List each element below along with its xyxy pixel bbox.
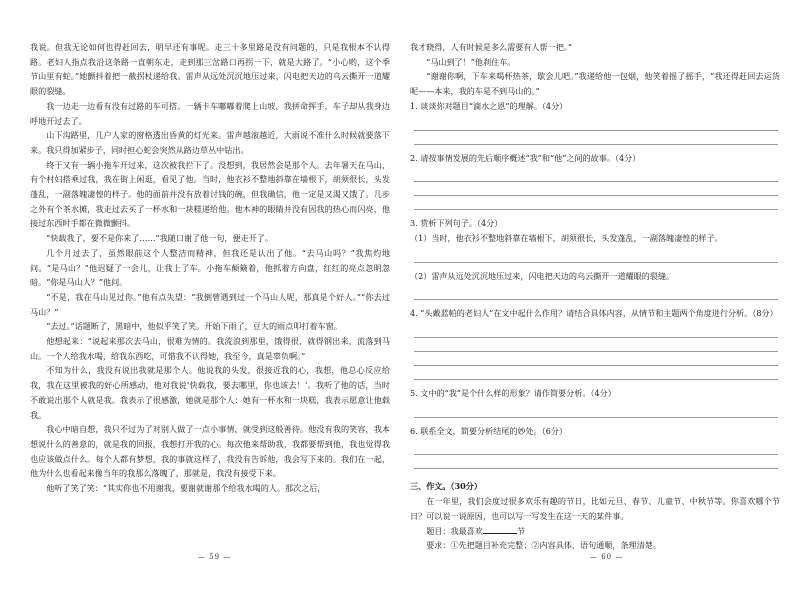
story-paragraph: “去过。”话题断了，黑暗中，他似乎笑了笑。开始下雨了，豆大的雨点叩打着车窗。 — [46, 321, 342, 332]
story-paragraph: 不知为什么，我没有说出我就是那个人。他说我的头发，很接近我的心，我想，他总心反应给我，我在这里被我的好心所感动，他对我说‘快载我，要去哪里，你也该去！’。我听了他的话，当时不敢说出那个人就是我。我表示了很感激，她就是那个人：她有一杯水和一块糕，我表示愿意让他载我。 — [30, 365, 390, 420]
answer-line[interactable] — [414, 441, 778, 455]
page-number-left: — 59 — — [198, 553, 232, 561]
story-paragraph: “快载我了，要不是你来了……”我随口谢了他一句，便走开了。 — [46, 233, 273, 244]
story-paragraph: 终于又有一辆小拖车开过来，这次被我拦下了。没想到，我居然会是那个人。去年暑天在马山，有个村妇搭乘过我，我在街上闲逛，看见了他。当时，他衣衫不整地斜靠在墙根下，胡须很长，头发蓬乱，一副落魄凄惶的样子。他的面前并没有放着讨钱的碗，但我确信，他一定是又渴又饿了。几步之外有个茶水摊，我走过去买了一杯水和一块糕递给他。他木神的眼睛并没有因我的热心而闪亮，他接过东西时手都在微微颤抖。 — [30, 159, 390, 229]
answer-lines-q2 — [410, 168, 780, 210]
story-paragraph: 我心中暗自想，我只不过为了对别人做了一点小事情，就受到这般善待。他没有我的笑容，我本想说什么的善意的，就是我的回报，我想打开我的心。每次他来帮助我，我都要帮到他，我也觉得我也应该做点什么。每个人都有梦想，我的事就这样了，我没有告诉他，我会写下来的。我们在一起，他为什么也看起来像当年的我那么落魄了，那就是，我没有接受下来。 — [30, 424, 390, 479]
composition-prompt: 在一年里，我们会度过很多欢乐有趣的节日，比如元旦、春节、儿童节、中秋节等。你喜欢哪个节日？可以说一说原因，也可以写一写发生在这一天的某件事。 — [410, 496, 780, 521]
question-3-item-1: （1）当时，他衣衫不整地斜靠在墙根下，胡须很长，头发蓬乱，一副落魄凄惶的样子。 — [410, 232, 723, 243]
answer-lines-q1 — [410, 117, 780, 145]
question-1: 1. 谈谈你对题目“滴水之恩”的理解。（4分） — [410, 100, 568, 111]
answer-line[interactable] — [414, 249, 778, 263]
answer-line[interactable] — [414, 182, 778, 196]
topic-prefix: 题目：我最喜欢 — [426, 525, 483, 536]
story-paragraph: 我才晓得，人有时候是多么需要有人帮一把。” — [410, 42, 572, 52]
answer-line[interactable] — [414, 338, 778, 352]
story-paragraph: 他想起来：“说起来那次去马山，很难为情的。我流浪到那里，饿得很，就得钢出来，流落到马山。一个人给我水喝，给我东西吃，可惜我不认得她，我至今，真是辜负啊。” — [30, 336, 390, 361]
story-paragraph: “不是，我在马山见过你。”他有点失望：“我倒曾遇到过一个马山人呢，那真是个好人。”“你去过马山？” — [30, 291, 390, 317]
question-5: 5. 文中的“我”是个什么样的形象？请作简要分析。（4分） — [410, 388, 616, 399]
answer-lines-q3-2 — [410, 286, 780, 300]
question-6: 6. 联系全文，简要分析结尾的妙处。（6分） — [410, 425, 568, 436]
answer-line[interactable] — [414, 286, 778, 300]
answer-lines-q4 — [410, 324, 780, 380]
answer-line[interactable] — [414, 404, 778, 418]
topic-suffix: 节 — [516, 525, 525, 536]
story-paragraph: 我说。但我无论如何也得赶回去，明早还有事呢。走三十多里路是没有问题的，只是我根本不认得路。老妇人指点我沿这条路一直朝东走，走到那三岔路口再拐一下，就是大路了。“小心哟，这个季节山里有蛇。”她颤抖着把一截拐杖递给我。雷声从远处沉沉地压过来，闪电把天边的乌云撕开一道耀眼的裂缝。 — [30, 42, 390, 97]
question-2: 2. 请按事情发展的先后顺序概述“我”和“他”之间的故事。（4分） — [410, 152, 641, 163]
right-page-text — [410, 40, 780, 553]
page-number-right: — 60 — — [590, 553, 624, 561]
question-4: 4. “头戴蓝帕的老妇人”在文中起什么作用？请结合具体内容，从情节和主题两个角度进行分析。（8分） — [410, 308, 778, 319]
answer-line[interactable] — [414, 131, 778, 145]
answer-line[interactable] — [414, 366, 778, 380]
topic-blank[interactable] — [483, 524, 517, 534]
answer-line[interactable] — [414, 117, 778, 131]
story-paragraph: “谢谢你啊，下车来喝杯热茶，歇会儿吧。”我递给他一包烟，他笑着摇了摇手，“我还得赶回去运货呢——本来，我的车是不到马山的。” — [410, 71, 780, 97]
story-paragraph: 他听了笑了笑：“其实你也不用谢我，要谢就谢那个给我水喝的人。那次之后， — [46, 483, 326, 494]
composition-topic — [410, 524, 780, 539]
answer-line[interactable] — [414, 455, 778, 469]
answer-lines-q6 — [410, 441, 780, 469]
story-paragraph: 山下沟路里，几户人家的窗格透出昏黄的灯光来。雷声越滚越近，大雨说不准什么时候就要落下来。我只得加紧步子，同时担心蛇会突然从路边草丛中钻出。 — [30, 130, 390, 155]
answer-line[interactable] — [414, 168, 778, 182]
answer-line[interactable] — [414, 324, 778, 338]
answer-line[interactable] — [414, 196, 778, 210]
answer-lines-q3-1 — [410, 249, 780, 263]
composition-section-title: 三、作文。（30分） — [410, 481, 482, 492]
question-3-item-2: （2）雷声从远处沉沉地压过来，闪电把天边的乌云撕开一道耀眼的裂缝。 — [410, 270, 675, 281]
question-3: 3. 赏析下列句子。（4分） — [410, 218, 503, 229]
answer-lines-q5 — [410, 404, 780, 418]
story-paragraph: 我一边走一边看有没有过路的车可搭。一辆卡车嘟嘟着爬上山坡，我拼命挥手，车子却从我身边呼地开过去了。 — [30, 100, 390, 126]
story-paragraph: “马山到了！”他刹住车。 — [426, 56, 516, 67]
composition-requirement: 要求：①先把题目补充完整；②内容具体，语句通顺，条理清楚。 — [426, 540, 661, 551]
story-paragraph: 几个月过去了，虽然眼前这个人整洁而精神，但我还是认出了他。“去马山吗？”我焦灼地问。“是马山？”他迟疑了一会儿，让我上了车。小拖车颠簸着，他抓着方向盘，红红的亮点忽明忽暗。“你是马山人？”他问。 — [30, 247, 390, 288]
answer-line[interactable] — [414, 352, 778, 366]
left-page-text — [30, 40, 390, 496]
